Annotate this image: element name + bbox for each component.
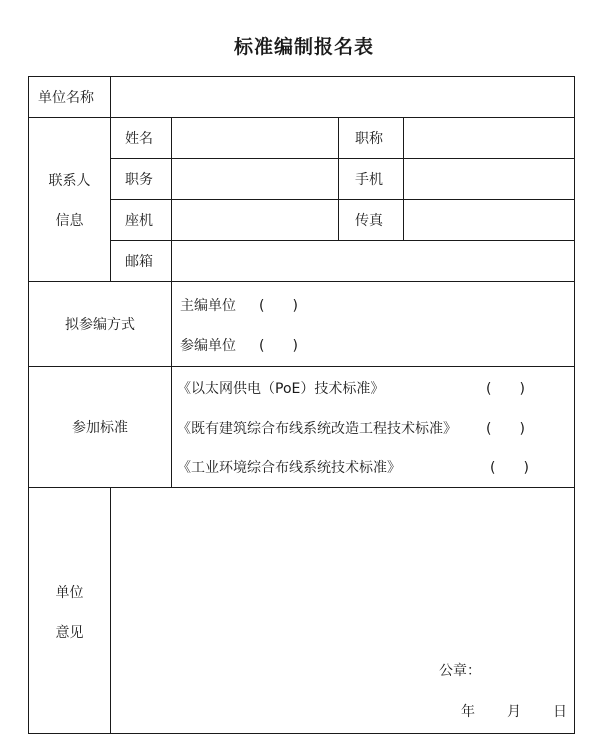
col-divider — [110, 117, 111, 282]
seal-label: 公章： — [439, 663, 481, 679]
standard-industrial-text: 《工业环境综合布线系统技术标准》 — [177, 460, 401, 476]
date-year-label: 年 — [461, 704, 475, 720]
standard-poe-checkbox[interactable]: ( ) — [486, 381, 525, 397]
standard-renovation-text: 《既有建筑综合布线系统改造工程技术标准》 — [177, 421, 457, 437]
name-field[interactable] — [173, 119, 337, 157]
standard-industrial-checkbox[interactable]: ( ) — [490, 460, 529, 476]
standards-label: 参加标准 — [72, 420, 128, 436]
opinion-label-line2: 意见 — [55, 625, 84, 641]
email-label: 邮箱 — [125, 254, 153, 270]
contact-label-line1: 联系人 — [48, 173, 91, 189]
date-month-label: 月 — [507, 704, 521, 720]
unit-name-field[interactable] — [112, 78, 572, 116]
name-label: 姓名 — [125, 131, 153, 147]
mobile-field[interactable] — [405, 160, 573, 198]
col-divider — [403, 117, 404, 241]
row-divider — [110, 240, 575, 241]
option-co-editor-text: 参编单位 — [180, 338, 236, 354]
standard-renovation-checkbox[interactable]: ( ) — [486, 421, 525, 437]
form-title: 标准编制报名表 — [233, 36, 374, 58]
row-divider — [28, 366, 575, 367]
table-border-right — [574, 76, 575, 734]
mobile-label: 手机 — [355, 172, 383, 188]
option-co-editor-checkbox[interactable]: ( ) — [259, 338, 298, 354]
landline-field[interactable] — [173, 201, 337, 239]
option-chief-editor-text: 主编单位 — [180, 298, 236, 314]
unit-name-label: 单位名称 — [38, 90, 94, 106]
participation-label: 拟参编方式 — [65, 317, 135, 333]
fax-field[interactable] — [405, 201, 573, 239]
date-day-label: 日 — [553, 704, 567, 720]
job-title-field[interactable] — [405, 119, 573, 157]
row-divider — [110, 199, 575, 200]
col-divider — [110, 487, 111, 734]
opinion-label-line1: 单位 — [55, 585, 84, 601]
landline-label: 座机 — [125, 213, 153, 229]
option-chief-editor-checkbox[interactable]: ( ) — [259, 298, 298, 314]
standard-poe-text: 《以太网供电（PoE）技术标准》 — [177, 381, 385, 397]
row-divider — [110, 158, 575, 159]
position-field[interactable] — [173, 160, 337, 198]
col-divider — [171, 281, 172, 488]
col-divider — [110, 76, 111, 118]
contact-label-line2: 信息 — [55, 213, 84, 229]
position-label: 职务 — [125, 172, 153, 188]
email-field[interactable] — [173, 242, 573, 280]
col-divider — [338, 117, 339, 241]
opinion-field[interactable] — [112, 489, 572, 649]
col-divider — [171, 117, 172, 282]
fax-label: 传真 — [355, 213, 383, 229]
job-title-label: 职称 — [355, 131, 383, 147]
